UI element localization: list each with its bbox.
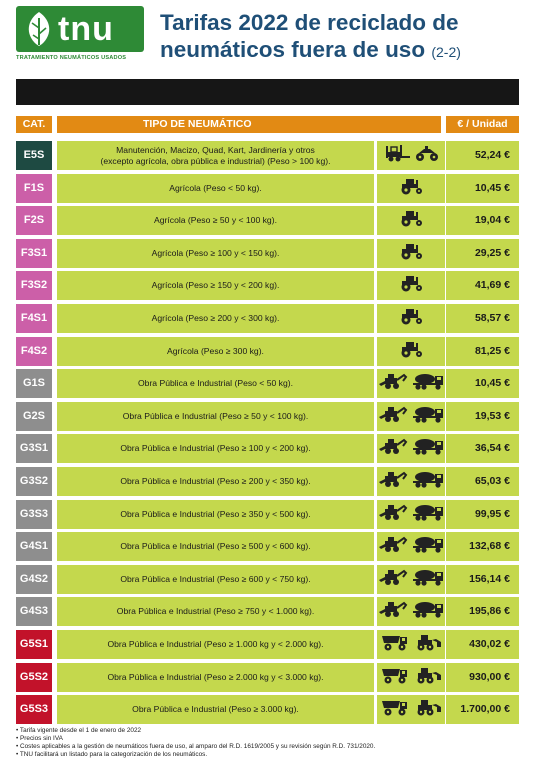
vehicle-icons: [377, 630, 445, 659]
category-code: F1S: [16, 174, 52, 203]
tyre-type-description: [57, 434, 374, 463]
price-per-unit: 29,25 €: [446, 239, 519, 268]
description-text: [107, 672, 323, 683]
loader-icon: [412, 698, 442, 721]
description-text: [120, 476, 310, 487]
description-text: [152, 280, 280, 291]
mixer-truck-icon: [411, 372, 445, 395]
forklift-icon: [382, 144, 412, 167]
leaf-icon: [22, 10, 56, 48]
description-line-1: Obra Pública e Industrial (Peso ≥ 750 y < 1.000 kg).: [116, 606, 315, 617]
mixer-truck-icon: [411, 600, 445, 623]
tyre-type-description: [57, 695, 374, 724]
loader-icon: [412, 633, 442, 656]
table-row: [16, 174, 519, 203]
title-line-1: Tarifas 2022 de reciclado de: [160, 10, 459, 35]
tnu-logo: [16, 6, 144, 66]
header-type: TIPO DE NEUMÁTICO: [57, 116, 441, 133]
tyre-type-description: [57, 239, 374, 268]
description-line-1: Obra Pública e Industrial (Peso ≥ 350 y < 500 kg).: [120, 508, 311, 519]
tyre-type-description: [57, 271, 374, 300]
table-row: [16, 337, 519, 366]
price-per-unit: 58,57 €: [446, 304, 519, 333]
backhoe-icon: [377, 405, 409, 428]
price-per-unit: 36,54 €: [446, 434, 519, 463]
category-code: F3S1: [16, 239, 52, 268]
description-text: [167, 346, 264, 357]
vehicle-icons: [377, 174, 445, 203]
backhoe-icon: [377, 437, 409, 460]
description-text: [154, 215, 277, 226]
description-line-1: Agrícola (Peso ≥ 100 y < 150 kg).: [151, 247, 280, 258]
description-text: [117, 606, 314, 617]
vehicle-icons: [377, 532, 445, 561]
description-line-1: Agrícola (Peso ≥ 300 kg).: [167, 345, 264, 356]
table-row: [16, 304, 519, 333]
description-line-1: Agrícola (Peso ≥ 200 y < 300 kg).: [151, 313, 280, 323]
price-per-unit: 195,86 €: [446, 597, 519, 626]
vehicle-icons: [377, 597, 445, 626]
category-code: G3S2: [16, 467, 52, 496]
dump-truck-icon: [380, 698, 410, 721]
title-line-2-text: neumáticos fuera de uso: [160, 37, 426, 62]
description-line-1: Obra Pública e Industrial (Peso ≥ 1.000 kg y < 2.000 kg).: [107, 639, 324, 649]
header-cat: CAT.: [16, 116, 52, 133]
table-row: [16, 597, 519, 626]
vehicle-icons: [377, 141, 445, 170]
mixer-truck-icon: [411, 405, 445, 428]
tyre-type-description: [57, 337, 374, 366]
mixer-truck-icon: [411, 535, 445, 558]
dump-truck-icon: [380, 633, 410, 656]
category-code: G4S2: [16, 565, 52, 594]
note-3: • Costes aplicables a la gestión de neumáticos fuera de uso, al amparo del R.D. 1619/2005 y su revisión según R.D. 731/2020.: [16, 742, 376, 750]
tyre-type-description: [57, 369, 374, 398]
tractor-icon: [397, 307, 425, 330]
vehicle-icons: [377, 369, 445, 398]
tyre-type-description: [57, 532, 374, 561]
table-row: [16, 663, 519, 692]
description-line-1: Manutención, Macizo, Quad, Kart, Jardinería y otros: [116, 144, 315, 155]
table-row: [16, 239, 519, 268]
tyre-type-description: [57, 402, 374, 431]
note-1: • Tarifa vigente desde el 1 de enero de 2022: [16, 727, 142, 734]
vehicle-icons: [377, 304, 445, 333]
category-code: G3S3: [16, 500, 52, 529]
table-row: [16, 434, 519, 463]
category-code: F2S: [16, 206, 52, 235]
category-code: G4S3: [16, 597, 52, 626]
black-banner: [16, 79, 519, 105]
price-per-unit: 41,69 €: [446, 271, 519, 300]
table-row: [16, 500, 519, 529]
category-code: G5S2: [16, 663, 52, 692]
table-row: [16, 271, 519, 300]
backhoe-icon: [377, 470, 409, 493]
description-line-2: (excepto agrícola, obra pública e industrial) (Peso > 100 kg).: [100, 155, 331, 166]
quad-icon: [414, 144, 440, 167]
description-text: [120, 541, 310, 552]
mixer-truck-icon: [411, 568, 445, 591]
vehicle-icons: [377, 206, 445, 235]
description-text: [169, 183, 261, 194]
tyre-type-description: [57, 597, 374, 626]
description-line-1: Obra Pública e Industrial (Peso ≥ 500 y < 600 kg).: [120, 541, 311, 552]
tyre-type-description: [57, 467, 374, 496]
category-code: F4S2: [16, 337, 52, 366]
vehicle-icons: [377, 402, 445, 431]
loader-icon: [412, 666, 442, 689]
price-per-unit: 19,04 €: [446, 206, 519, 235]
price-per-unit: 930,00 €: [446, 663, 519, 692]
category-code: E5S: [16, 141, 52, 170]
tyre-type-description: [57, 304, 374, 333]
price-per-unit: 65,03 €: [446, 467, 519, 496]
category-code: F3S2: [16, 271, 52, 300]
category-code: G2S: [16, 402, 52, 431]
tractor-icon: [397, 177, 425, 200]
backhoe-icon: [377, 600, 409, 623]
note-4: • TNU facilitará un listado para la categorización de los neumáticos.: [16, 750, 208, 758]
description-line-1: Obra Pública e Industrial (Peso ≥ 2.000 kg y < 3.000 kg).: [107, 671, 324, 682]
description-text: [107, 639, 323, 650]
footnotes: [16, 727, 526, 759]
tyre-type-description: [57, 500, 374, 529]
tyre-type-description: [57, 174, 374, 203]
price-per-unit: 52,24 €: [446, 141, 519, 170]
vehicle-icons: [377, 239, 445, 268]
category-code: G5S3: [16, 695, 52, 724]
title-line-2: [160, 36, 532, 66]
description-text: [138, 378, 293, 389]
mixer-truck-icon: [411, 437, 445, 460]
table-row: [16, 141, 519, 170]
price-per-unit: 19,53 €: [446, 402, 519, 431]
tractor-icon: [397, 274, 425, 297]
mixer-truck-icon: [411, 470, 445, 493]
note-2: • Precios sin IVA: [16, 734, 63, 742]
description-line-1: Obra Pública e Industrial (Peso ≥ 50 y < 100 kg).: [122, 410, 309, 421]
vehicle-icons: [377, 467, 445, 496]
price-per-unit: 10,45 €: [446, 369, 519, 398]
vehicle-icons: [377, 565, 445, 594]
tyre-type-description: [57, 565, 374, 594]
tractor-icon: [397, 209, 425, 232]
table-row: [16, 402, 519, 431]
tyre-type-description: [57, 206, 374, 235]
backhoe-icon: [377, 503, 409, 526]
table-row: [16, 467, 519, 496]
description-line-1: Obra Pública e Industrial (Peso ≥ 600 y < 750 kg).: [120, 573, 311, 584]
price-per-unit: 99,95 €: [446, 500, 519, 529]
category-code: G1S: [16, 369, 52, 398]
description-line-1: Obra Pública e Industrial (Peso < 50 kg).: [137, 378, 293, 389]
price-per-unit: 1.700,00 €: [446, 695, 519, 724]
header-price: € / Unidad: [446, 116, 519, 133]
price-per-unit: 81,25 €: [446, 337, 519, 366]
category-code: G5S1: [16, 630, 52, 659]
description-text: [152, 248, 280, 259]
tyre-type-description: [57, 663, 374, 692]
description-line-1: Agrícola (Peso ≥ 50 y < 100 kg).: [154, 215, 277, 226]
price-per-unit: 156,14 €: [446, 565, 519, 594]
tyre-type-description: [57, 141, 374, 170]
description-text: [123, 411, 309, 422]
tyre-type-description: [57, 630, 374, 659]
description-text: [100, 145, 330, 167]
table-row: [16, 532, 519, 561]
table-row: [16, 206, 519, 235]
description-text: [152, 313, 280, 324]
dump-truck-icon: [380, 666, 410, 689]
category-code: G4S1: [16, 532, 52, 561]
vehicle-icons: [377, 663, 445, 692]
tractor-icon: [397, 242, 425, 265]
category-code: G3S1: [16, 434, 52, 463]
description-text: [120, 509, 310, 520]
logo-word: tnu: [58, 10, 114, 48]
backhoe-icon: [377, 568, 409, 591]
title-part: (2-2): [431, 44, 461, 60]
page-title: [160, 9, 532, 66]
description-line-1: Agrícola (Peso < 50 kg).: [169, 182, 262, 193]
description-text: [132, 704, 299, 715]
table-row: [16, 695, 519, 724]
mixer-truck-icon: [411, 503, 445, 526]
table-row: [16, 565, 519, 594]
description-line-1: Obra Pública e Industrial (Peso ≥ 100 y < 200 kg).: [120, 443, 311, 454]
vehicle-icons: [377, 434, 445, 463]
table-row: [16, 369, 519, 398]
description-text: [120, 443, 310, 454]
backhoe-icon: [377, 372, 409, 395]
description-line-1: Agrícola (Peso ≥ 150 y < 200 kg).: [151, 280, 280, 291]
logo-box: [16, 6, 144, 52]
table-row: [16, 630, 519, 659]
description-line-1: Obra Pública e Industrial (Peso ≥ 200 y < 350 kg).: [120, 476, 311, 486]
price-per-unit: 430,02 €: [446, 630, 519, 659]
tractor-icon: [397, 340, 425, 363]
vehicle-icons: [377, 500, 445, 529]
logo-subtitle: TRATAMIENTO NEUMÁTICOS USADOS: [16, 55, 127, 61]
description-line-1: Obra Pública e Industrial (Peso ≥ 3.000 kg).: [132, 704, 299, 715]
description-text: [120, 574, 310, 585]
category-code: F4S1: [16, 304, 52, 333]
price-per-unit: 10,45 €: [446, 174, 519, 203]
price-per-unit: 132,68 €: [446, 532, 519, 561]
vehicle-icons: [377, 337, 445, 366]
vehicle-icons: [377, 695, 445, 724]
vehicle-icons: [377, 271, 445, 300]
backhoe-icon: [377, 535, 409, 558]
